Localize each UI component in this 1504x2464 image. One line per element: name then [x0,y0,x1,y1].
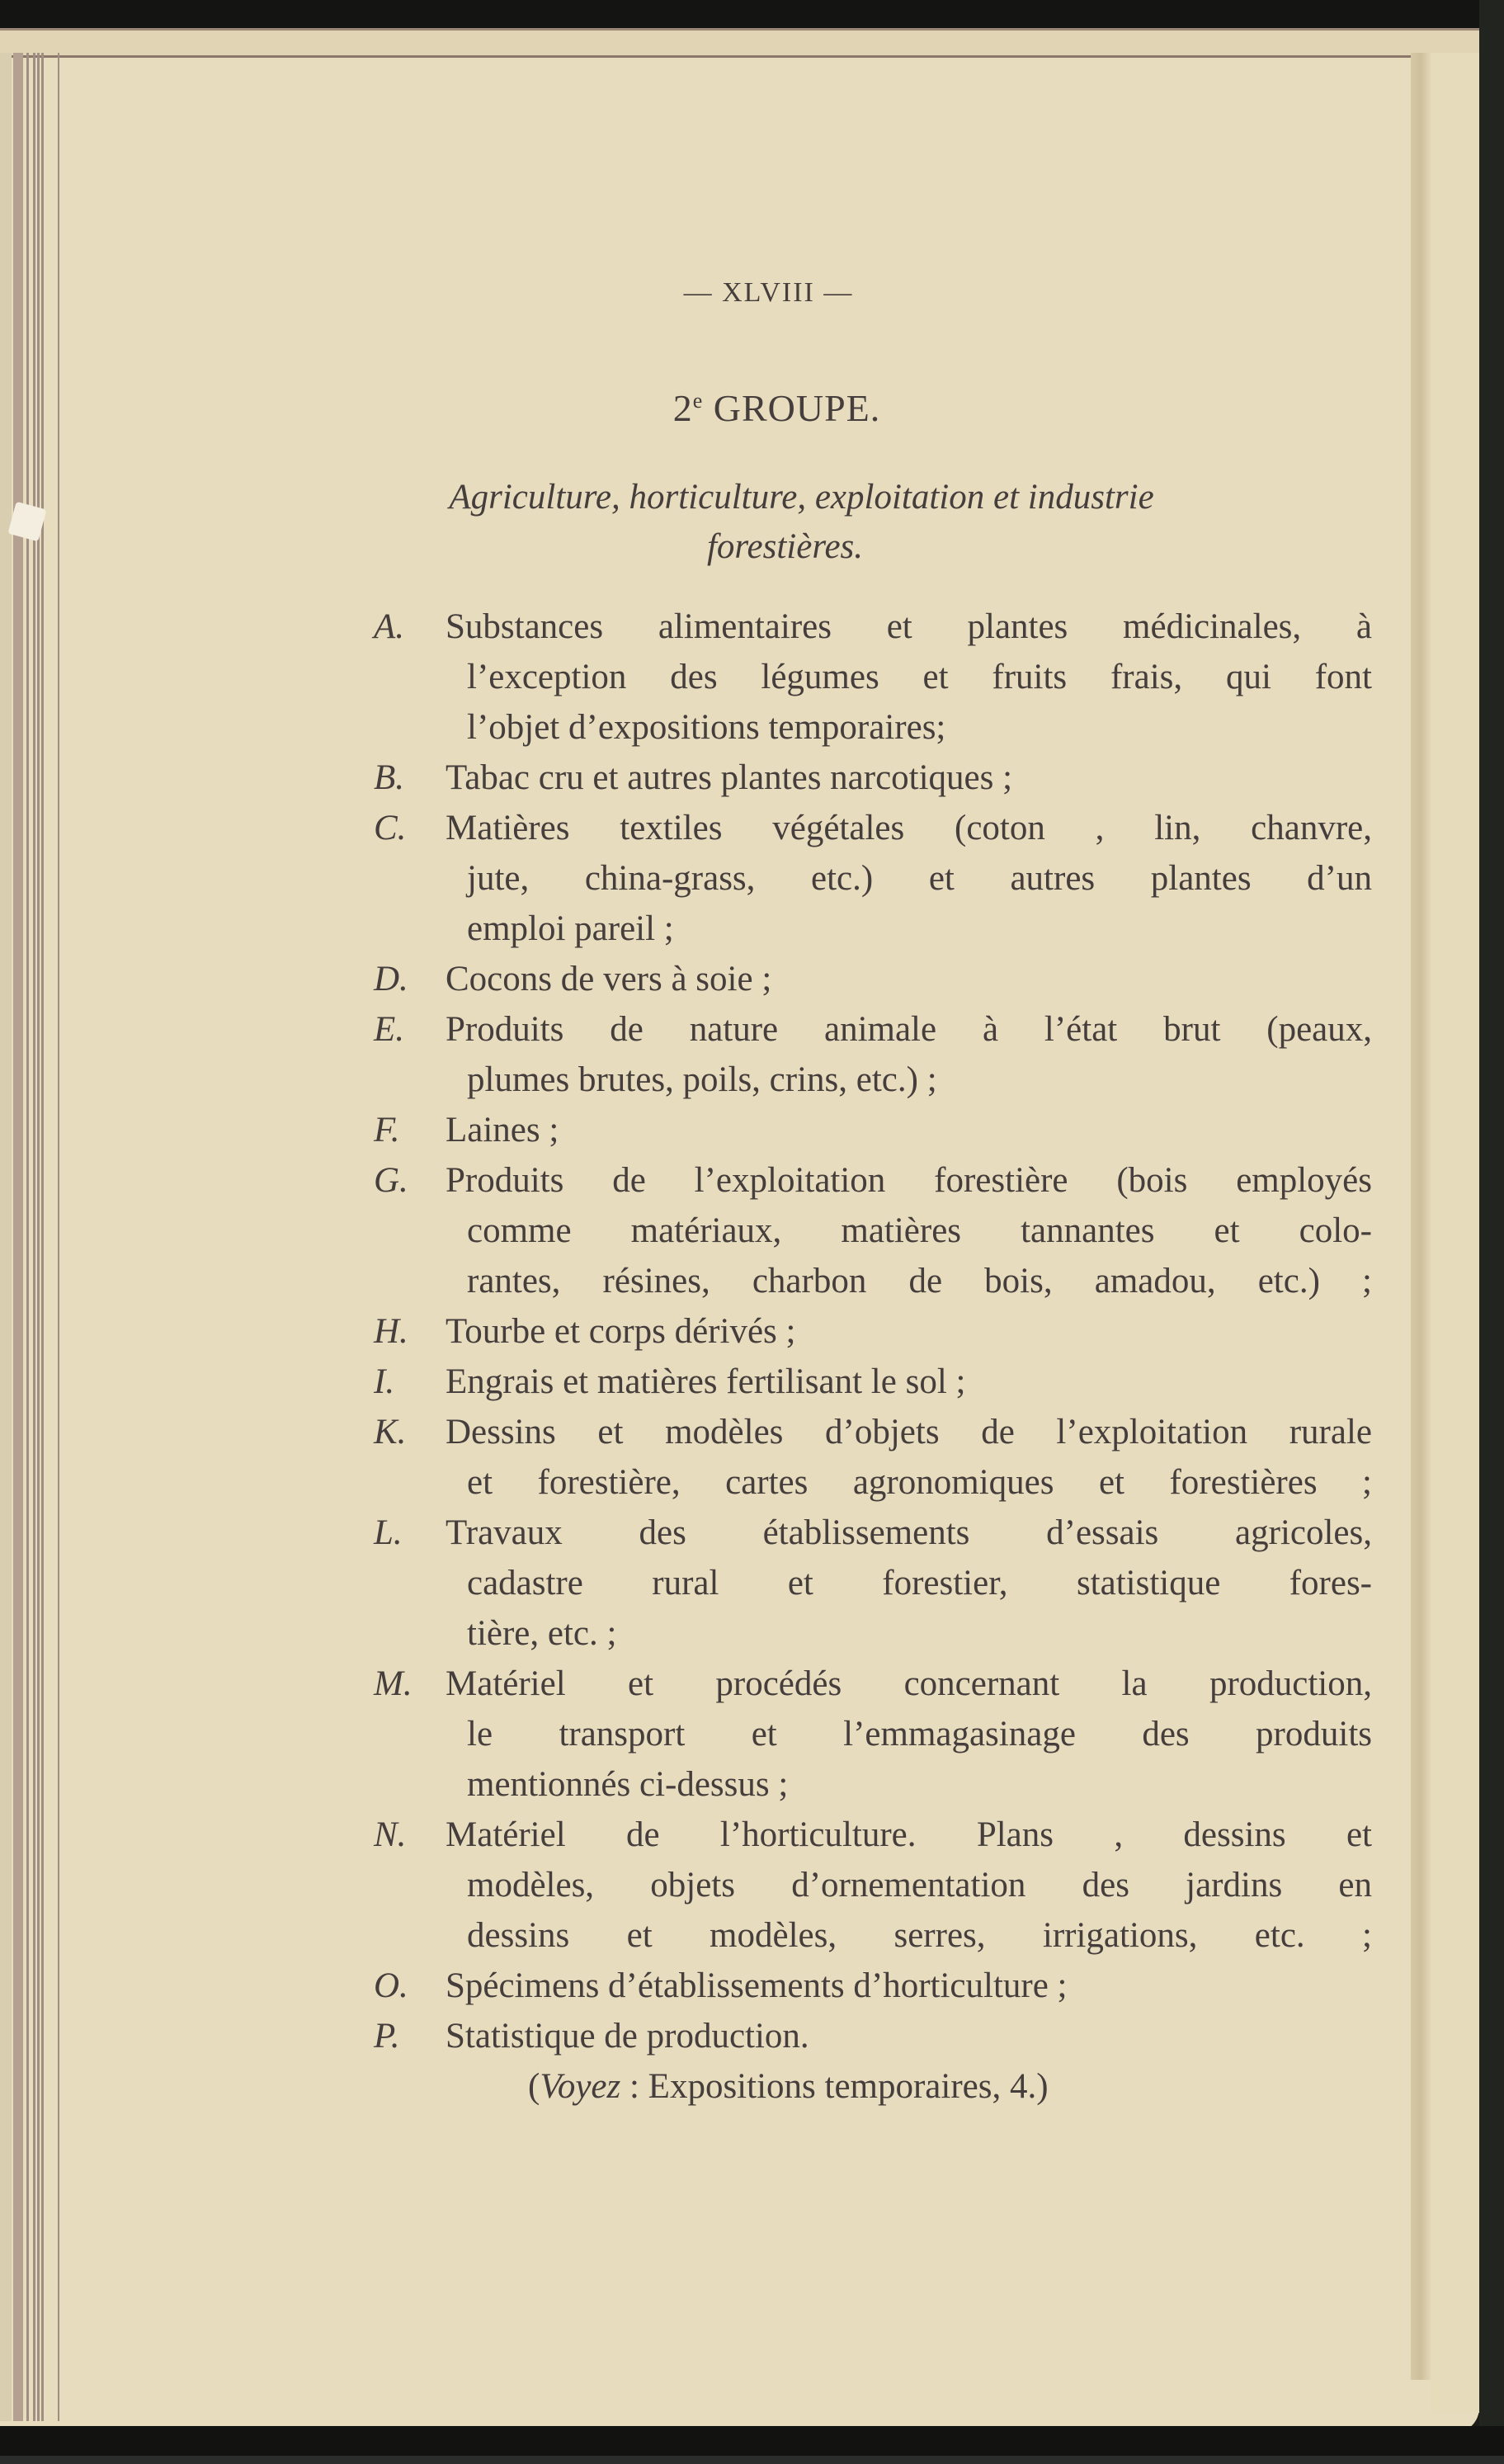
item-letter-m: M. [374,1664,413,1703]
item-letter-n: N. [374,1815,407,1854]
cross-reference-note [528,2066,1049,2107]
item-letter-g: G. [374,1161,408,1200]
item-c-line-3: emploi pareil ; [467,909,674,948]
item-k-line-1: Dessins et modèles d’objets de l’exploitation rurale [446,1413,1372,1451]
scan-top-border [0,0,1504,30]
item-l-line-1: Travaux des établissements d’essais agricoles, [446,1513,1372,1552]
item-i-line-1: Engrais et matières fertilisant le sol ; [446,1362,966,1401]
item-n-line-2: modèles, objets d’ornementation des jardins en [467,1866,1372,1905]
subtitle-line-2: forestières. [706,527,864,566]
group-title [0,386,1504,430]
item-letter-f: F. [374,1111,400,1149]
group-number: 2 [672,387,693,429]
item-l-line-2: cadastre rural et forestier, statistique fores- [467,1564,1372,1603]
item-d-line-1: Cocons de vers à soie ; [446,960,772,998]
item-k-line-2: et forestière, cartes agronomiques et forestières ; [467,1463,1372,1502]
item-n-line-3: dessins et modèles, serres, irrigations, etc. ; [467,1916,1372,1955]
book-top-edge [0,28,1479,58]
item-f-line-1: Laines ; [446,1111,559,1149]
note-voyez: Voyez [540,2067,621,2106]
item-letter-d: D. [374,960,408,998]
item-e-line-2: plumes brutes, poils, crins, etc.) ; [467,1060,937,1099]
item-p-line-1: Statistique de production. [446,2017,809,2056]
item-letter-c: C. [374,809,407,847]
group-label: GROUPE. [713,387,881,429]
scan-right-border [1479,0,1504,2464]
note-text: : Expositions temporaires, 4.) [620,2067,1049,2106]
item-g-line-2: comme matériaux, matières tannantes et colo- [467,1211,1372,1250]
item-g-line-1: Produits de l’exploitation forestière (bois employés [446,1161,1372,1200]
item-n-line-1: Matériel de l’horticulture. Plans , dessins et [446,1815,1372,1854]
item-letter-h: H. [374,1312,408,1351]
item-o-line-1: Spécimens d’établissements d’horticulture ; [446,1966,1068,2005]
note-open-paren: ( [528,2067,540,2106]
group-superscript: e [692,389,704,413]
item-h-line-1: Tourbe et corps dérivés ; [446,1312,796,1351]
item-b-line-1: Tabac cru et autres plantes narcotiques ; [446,758,1013,797]
running-head: — XLVIII — [683,277,854,308]
item-e-line-1: Produits de nature animale à l’état brut (peaux, [446,1010,1372,1049]
subtitle-line-1: Agriculture, horticulture, exploitation et industrie [449,478,1154,517]
item-a-line-3: l’objet d’expositions temporaires; [467,708,946,747]
item-letter-i: I. [374,1362,395,1401]
item-m-line-3: mentionnés ci-dessus ; [467,1765,789,1804]
item-c-line-1: Matières textiles végétales (coton , lin, chanvre, [446,809,1372,847]
item-letter-e: E. [374,1010,405,1049]
item-letter-l: L. [374,1513,403,1552]
item-letter-o: O. [374,1966,408,2005]
item-m-line-2: le transport et l’emmagasinage des produits [467,1715,1372,1754]
item-letter-b: B. [374,758,405,797]
item-a-line-1: Substances alimentaires et plantes médicinales, à [446,607,1372,646]
item-letter-k: K. [374,1413,407,1451]
item-m-line-1: Matériel et procédés concernant la production, [446,1664,1372,1703]
item-g-line-3: rantes, résines, charbon de bois, amadou, etc.) ; [467,1262,1372,1300]
item-letter-p: P. [374,2017,400,2056]
scan-bottom-bar [0,2456,1504,2464]
item-a-line-2: l’exception des légumes et fruits frais, qui font [467,658,1372,696]
item-c-line-2: jute, china-grass, etc.) et autres plantes d’un [467,859,1372,898]
item-letter-a: A. [374,607,405,646]
item-l-line-3: tière, etc. ; [467,1614,617,1653]
